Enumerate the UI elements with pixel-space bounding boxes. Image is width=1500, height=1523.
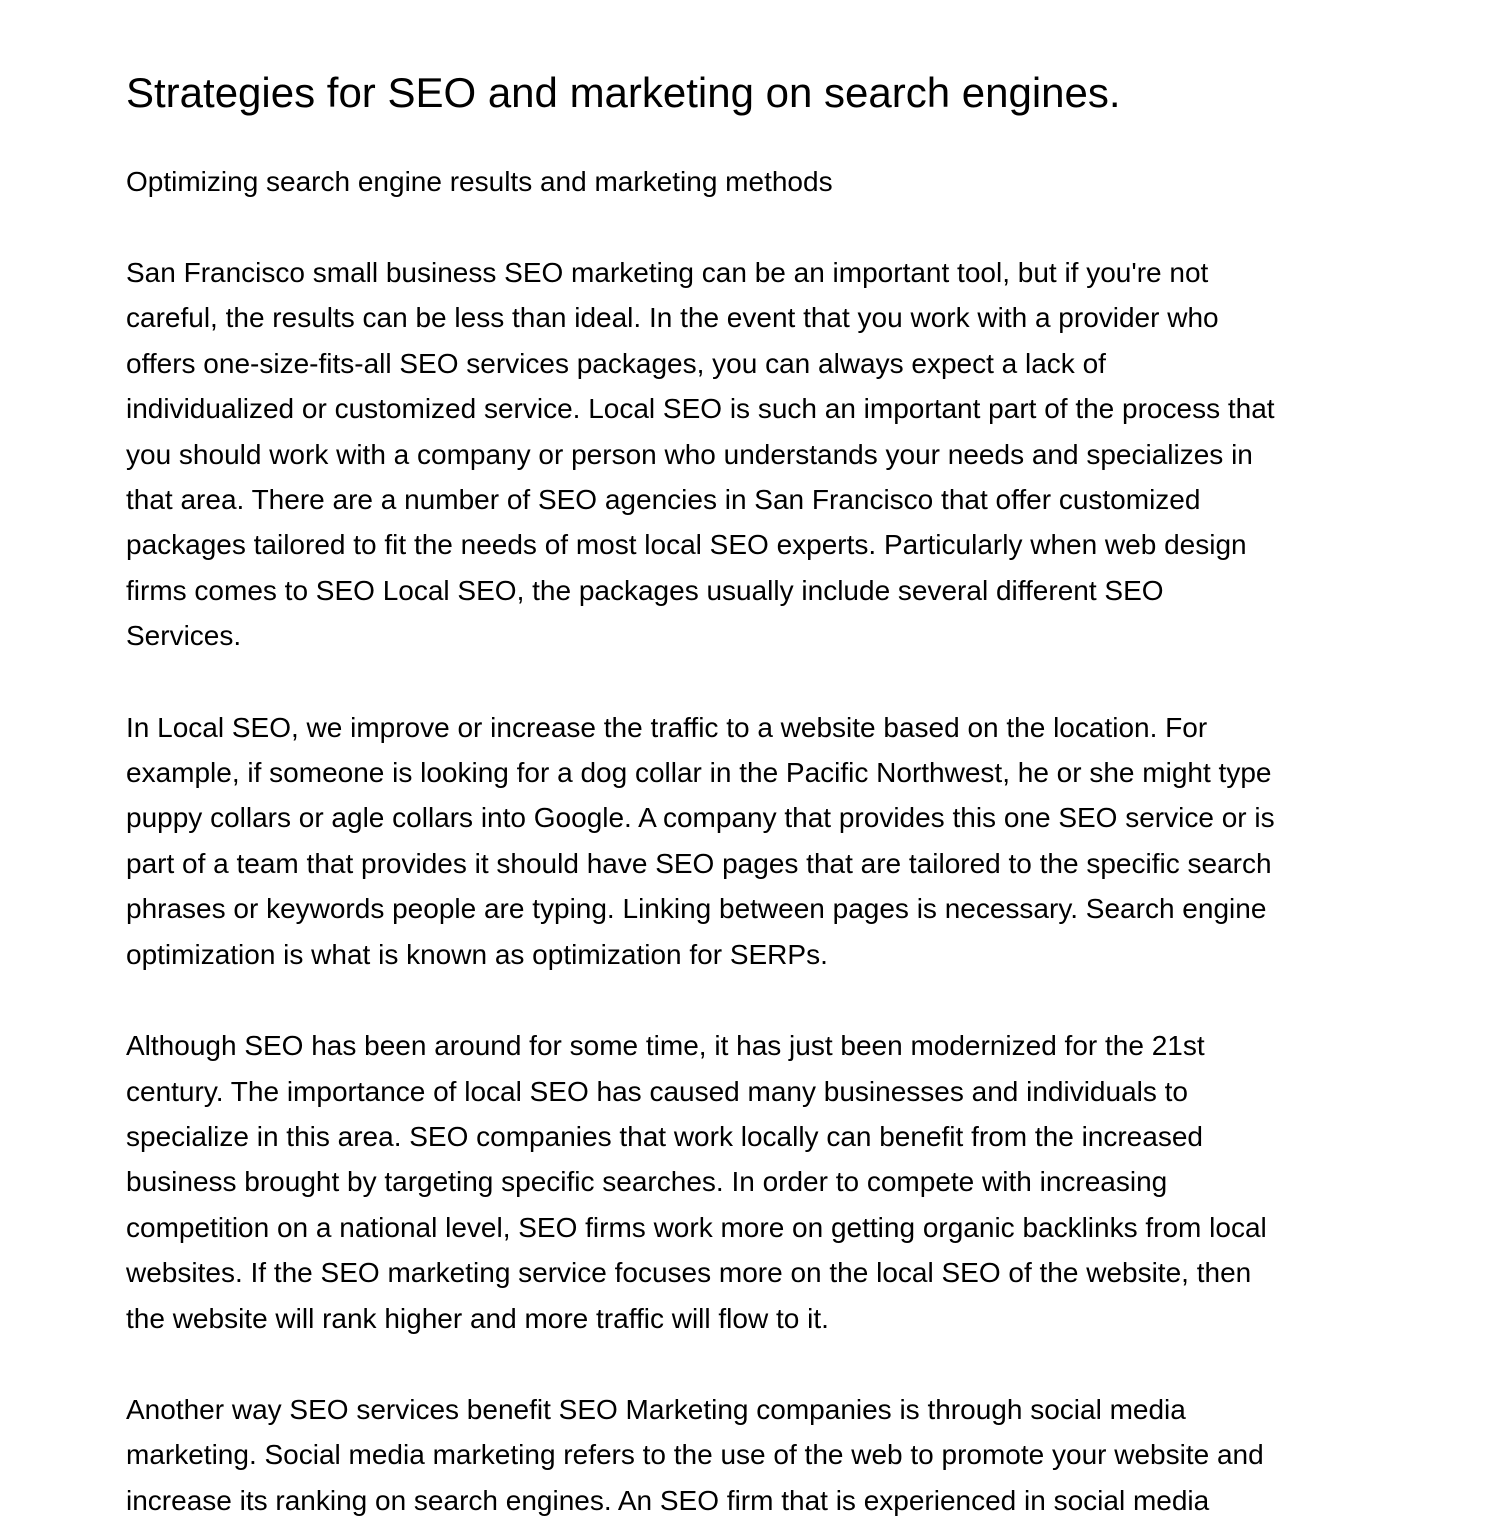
paragraph-line: marketing. Social media marketing refers to the use of the web to promote your website and [126,1439,1264,1471]
paragraph-line: you should work with a company or person who understands your needs and specializes in [126,438,1253,470]
paragraph-line: specialize in this area. SEO companies that work locally can benefit from the increased [126,1120,1203,1152]
paragraph-line: phrases or keywords people are typing. Linking between pages is necessary. Search engine [126,893,1267,925]
paragraph-line: Although SEO has been around for some time, it has just been modernized for the 21st [126,1030,1205,1062]
paragraph-line: that area. There are a number of SEO agencies in San Francisco that offer customized [126,484,1201,516]
paragraph-line: competition on a national level, SEO firms work more on getting organic backlinks from local [126,1211,1267,1243]
paragraph-line: individualized or customized service. Local SEO is such an important part of the process that [126,393,1275,425]
paragraph-line: San Francisco small business SEO marketing can be an important tool, but if you're not [126,257,1209,288]
document-body [126,62,1376,1523]
paragraph-line: increase its ranking on search engines. An SEO firm that is experienced in social media [126,1484,1210,1516]
paragraph-line: the website will rank higher and more traffic will flow to it. [126,1302,829,1334]
paragraph-line: Services. [126,620,242,652]
paragraph-line: puppy collars or agle collars into Google. A company that provides this one SEO service or is [126,802,1275,834]
paragraph-line: offers one-size-fits-all SEO services packages, you can always expect a lack of [126,347,1106,379]
paragraph-3 [126,1023,1376,1341]
paragraph-2 [126,705,1376,977]
paragraph-line: Another way SEO services benefit SEO Marketing companies is through social media [126,1393,1186,1425]
document-title: Strategies for SEO and marketing on search engines. [126,69,1121,116]
paragraph-line: firms comes to SEO Local SEO, the packages usually include several different SEO [126,574,1164,606]
paragraph-line: websites. If the SEO marketing service focuses more on the local SEO of the website, then [126,1257,1252,1289]
paragraph-line: century. The importance of local SEO has caused many businesses and individuals to [126,1075,1188,1107]
paragraph-line: optimization is what is known as optimization for SERPs. [126,938,828,970]
paragraph-4 [126,1387,1376,1523]
paragraph-line: In Local SEO, we improve or increase the traffic to a website based on the location. For [126,711,1208,743]
paragraph-1 [126,250,1376,659]
paragraph-line: packages tailored to fit the needs of most local SEO experts. Particularly when web design [126,529,1247,561]
paragraph-line: example, if someone is looking for a dog collar in the Pacific Northwest, he or she might type [126,757,1272,789]
document-subtitle: Optimizing search engine results and marketing methods [126,166,833,197]
paragraph-line: careful, the results can be less than ideal. In the event that you work with a provider who [126,302,1219,334]
paragraph-line: business brought by targeting specific searches. In order to compete with increasing [126,1166,1168,1198]
paragraph-line: part of a team that provides it should have SEO pages that are tailored to the specific search [126,847,1272,879]
